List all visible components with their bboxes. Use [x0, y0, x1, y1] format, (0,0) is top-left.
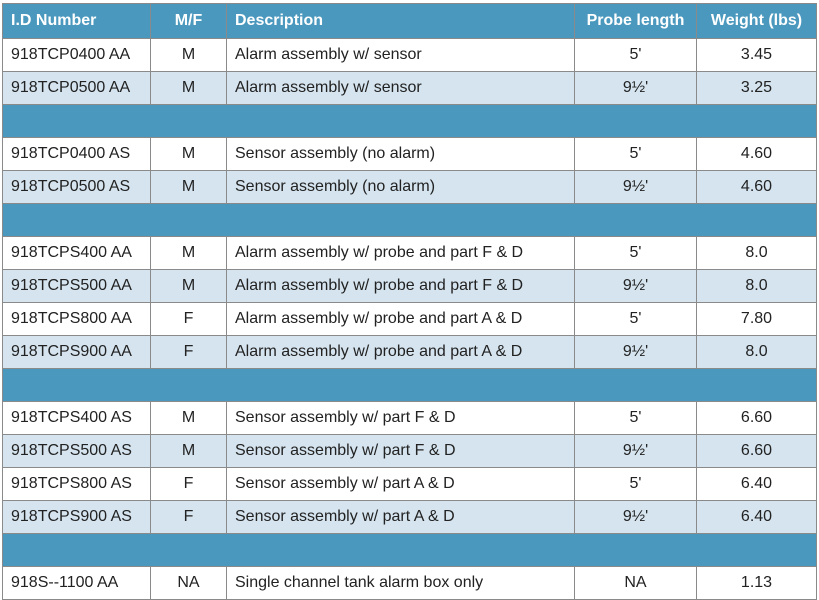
- cell-description: Alarm assembly w/ sensor: [227, 72, 575, 105]
- cell-probe-length: 9½': [575, 336, 697, 369]
- cell-mf: M: [151, 39, 227, 72]
- table-row: [3, 336, 817, 369]
- col-header-mf: M/F: [151, 4, 227, 39]
- cell-probe-length: 9½': [575, 270, 697, 303]
- separator-cell: [3, 204, 151, 237]
- cell-weight: 6.40: [697, 468, 817, 501]
- cell-weight: 7.80: [697, 303, 817, 336]
- cell-mf: F: [151, 468, 227, 501]
- cell-weight: 3.45: [697, 39, 817, 72]
- separator-cell: [227, 204, 575, 237]
- cell-id: 918TCPS500 AS: [3, 435, 151, 468]
- separator-cell: [3, 534, 151, 567]
- cell-mf: NA: [151, 567, 227, 600]
- cell-id: 918TCP0400 AS: [3, 138, 151, 171]
- cell-probe-length: NA: [575, 567, 697, 600]
- table-row: [3, 468, 817, 501]
- separator-cell: [697, 105, 817, 138]
- table-row: [3, 435, 817, 468]
- cell-weight: 8.0: [697, 237, 817, 270]
- table-row: [3, 303, 817, 336]
- separator-cell: [151, 369, 227, 402]
- cell-description: Alarm assembly w/ probe and part A & D: [227, 336, 575, 369]
- cell-id: 918TCPS500 AA: [3, 270, 151, 303]
- col-header-weight: Weight (lbs): [697, 4, 817, 39]
- cell-mf: M: [151, 270, 227, 303]
- separator-cell: [151, 105, 227, 138]
- group-separator: [3, 105, 817, 138]
- cell-description: Sensor assembly (no alarm): [227, 138, 575, 171]
- cell-mf: M: [151, 435, 227, 468]
- group-separator: [3, 369, 817, 402]
- cell-weight: 6.40: [697, 501, 817, 534]
- cell-id: 918TCP0500 AA: [3, 72, 151, 105]
- cell-id: 918TCP0500 AS: [3, 171, 151, 204]
- cell-description: Alarm assembly w/ probe and part F & D: [227, 237, 575, 270]
- separator-cell: [575, 204, 697, 237]
- table-row: [3, 39, 817, 72]
- separator-cell: [697, 369, 817, 402]
- cell-weight: 4.60: [697, 171, 817, 204]
- cell-probe-length: 5': [575, 39, 697, 72]
- table-row: [3, 237, 817, 270]
- cell-description: Sensor assembly (no alarm): [227, 171, 575, 204]
- group-separator: [3, 534, 817, 567]
- cell-weight: 8.0: [697, 336, 817, 369]
- separator-cell: [3, 105, 151, 138]
- cell-mf: F: [151, 501, 227, 534]
- separator-cell: [575, 105, 697, 138]
- cell-mf: M: [151, 72, 227, 105]
- separator-cell: [697, 204, 817, 237]
- cell-probe-length: 5': [575, 303, 697, 336]
- cell-weight: 1.13: [697, 567, 817, 600]
- cell-description: Sensor assembly w/ part A & D: [227, 501, 575, 534]
- cell-description: Alarm assembly w/ sensor: [227, 39, 575, 72]
- col-header-description: Description: [227, 4, 575, 39]
- separator-cell: [575, 369, 697, 402]
- cell-mf: M: [151, 402, 227, 435]
- table-row: [3, 567, 817, 600]
- cell-description: Single channel tank alarm box only: [227, 567, 575, 600]
- cell-mf: M: [151, 171, 227, 204]
- cell-probe-length: 9½': [575, 171, 697, 204]
- cell-weight: 4.60: [697, 138, 817, 171]
- product-spec-table: [2, 3, 817, 600]
- col-header-probe-length: Probe length: [575, 4, 697, 39]
- separator-cell: [151, 534, 227, 567]
- table-row: [3, 501, 817, 534]
- cell-mf: F: [151, 303, 227, 336]
- cell-id: 918TCPS400 AS: [3, 402, 151, 435]
- table-row: [3, 171, 817, 204]
- separator-cell: [697, 534, 817, 567]
- table-body: [3, 39, 817, 600]
- cell-description: Sensor assembly w/ part F & D: [227, 402, 575, 435]
- cell-id: 918TCPS800 AA: [3, 303, 151, 336]
- cell-probe-length: 5': [575, 138, 697, 171]
- separator-cell: [575, 534, 697, 567]
- cell-probe-length: 9½': [575, 72, 697, 105]
- separator-cell: [151, 204, 227, 237]
- separator-cell: [227, 105, 575, 138]
- cell-weight: 8.0: [697, 270, 817, 303]
- cell-weight: 6.60: [697, 435, 817, 468]
- cell-weight: 3.25: [697, 72, 817, 105]
- cell-weight: 6.60: [697, 402, 817, 435]
- cell-id: 918S--1100 AA: [3, 567, 151, 600]
- cell-id: 918TCPS900 AA: [3, 336, 151, 369]
- table-row: [3, 72, 817, 105]
- cell-description: Sensor assembly w/ part A & D: [227, 468, 575, 501]
- table-row: [3, 138, 817, 171]
- cell-id: 918TCPS400 AA: [3, 237, 151, 270]
- cell-probe-length: 5': [575, 468, 697, 501]
- cell-probe-length: 5': [575, 402, 697, 435]
- cell-probe-length: 5': [575, 237, 697, 270]
- table-row: [3, 270, 817, 303]
- table-header: [3, 4, 817, 39]
- cell-probe-length: 9½': [575, 435, 697, 468]
- cell-mf: M: [151, 138, 227, 171]
- cell-mf: F: [151, 336, 227, 369]
- cell-description: Alarm assembly w/ probe and part F & D: [227, 270, 575, 303]
- cell-id: 918TCP0400 AA: [3, 39, 151, 72]
- separator-cell: [3, 369, 151, 402]
- separator-cell: [227, 369, 575, 402]
- cell-id: 918TCPS900 AS: [3, 501, 151, 534]
- cell-probe-length: 9½': [575, 501, 697, 534]
- separator-cell: [227, 534, 575, 567]
- cell-id: 918TCPS800 AS: [3, 468, 151, 501]
- cell-description: Alarm assembly w/ probe and part A & D: [227, 303, 575, 336]
- cell-description: Sensor assembly w/ part F & D: [227, 435, 575, 468]
- group-separator: [3, 204, 817, 237]
- table-row: [3, 402, 817, 435]
- cell-mf: M: [151, 237, 227, 270]
- col-header-id: I.D Number: [3, 4, 151, 39]
